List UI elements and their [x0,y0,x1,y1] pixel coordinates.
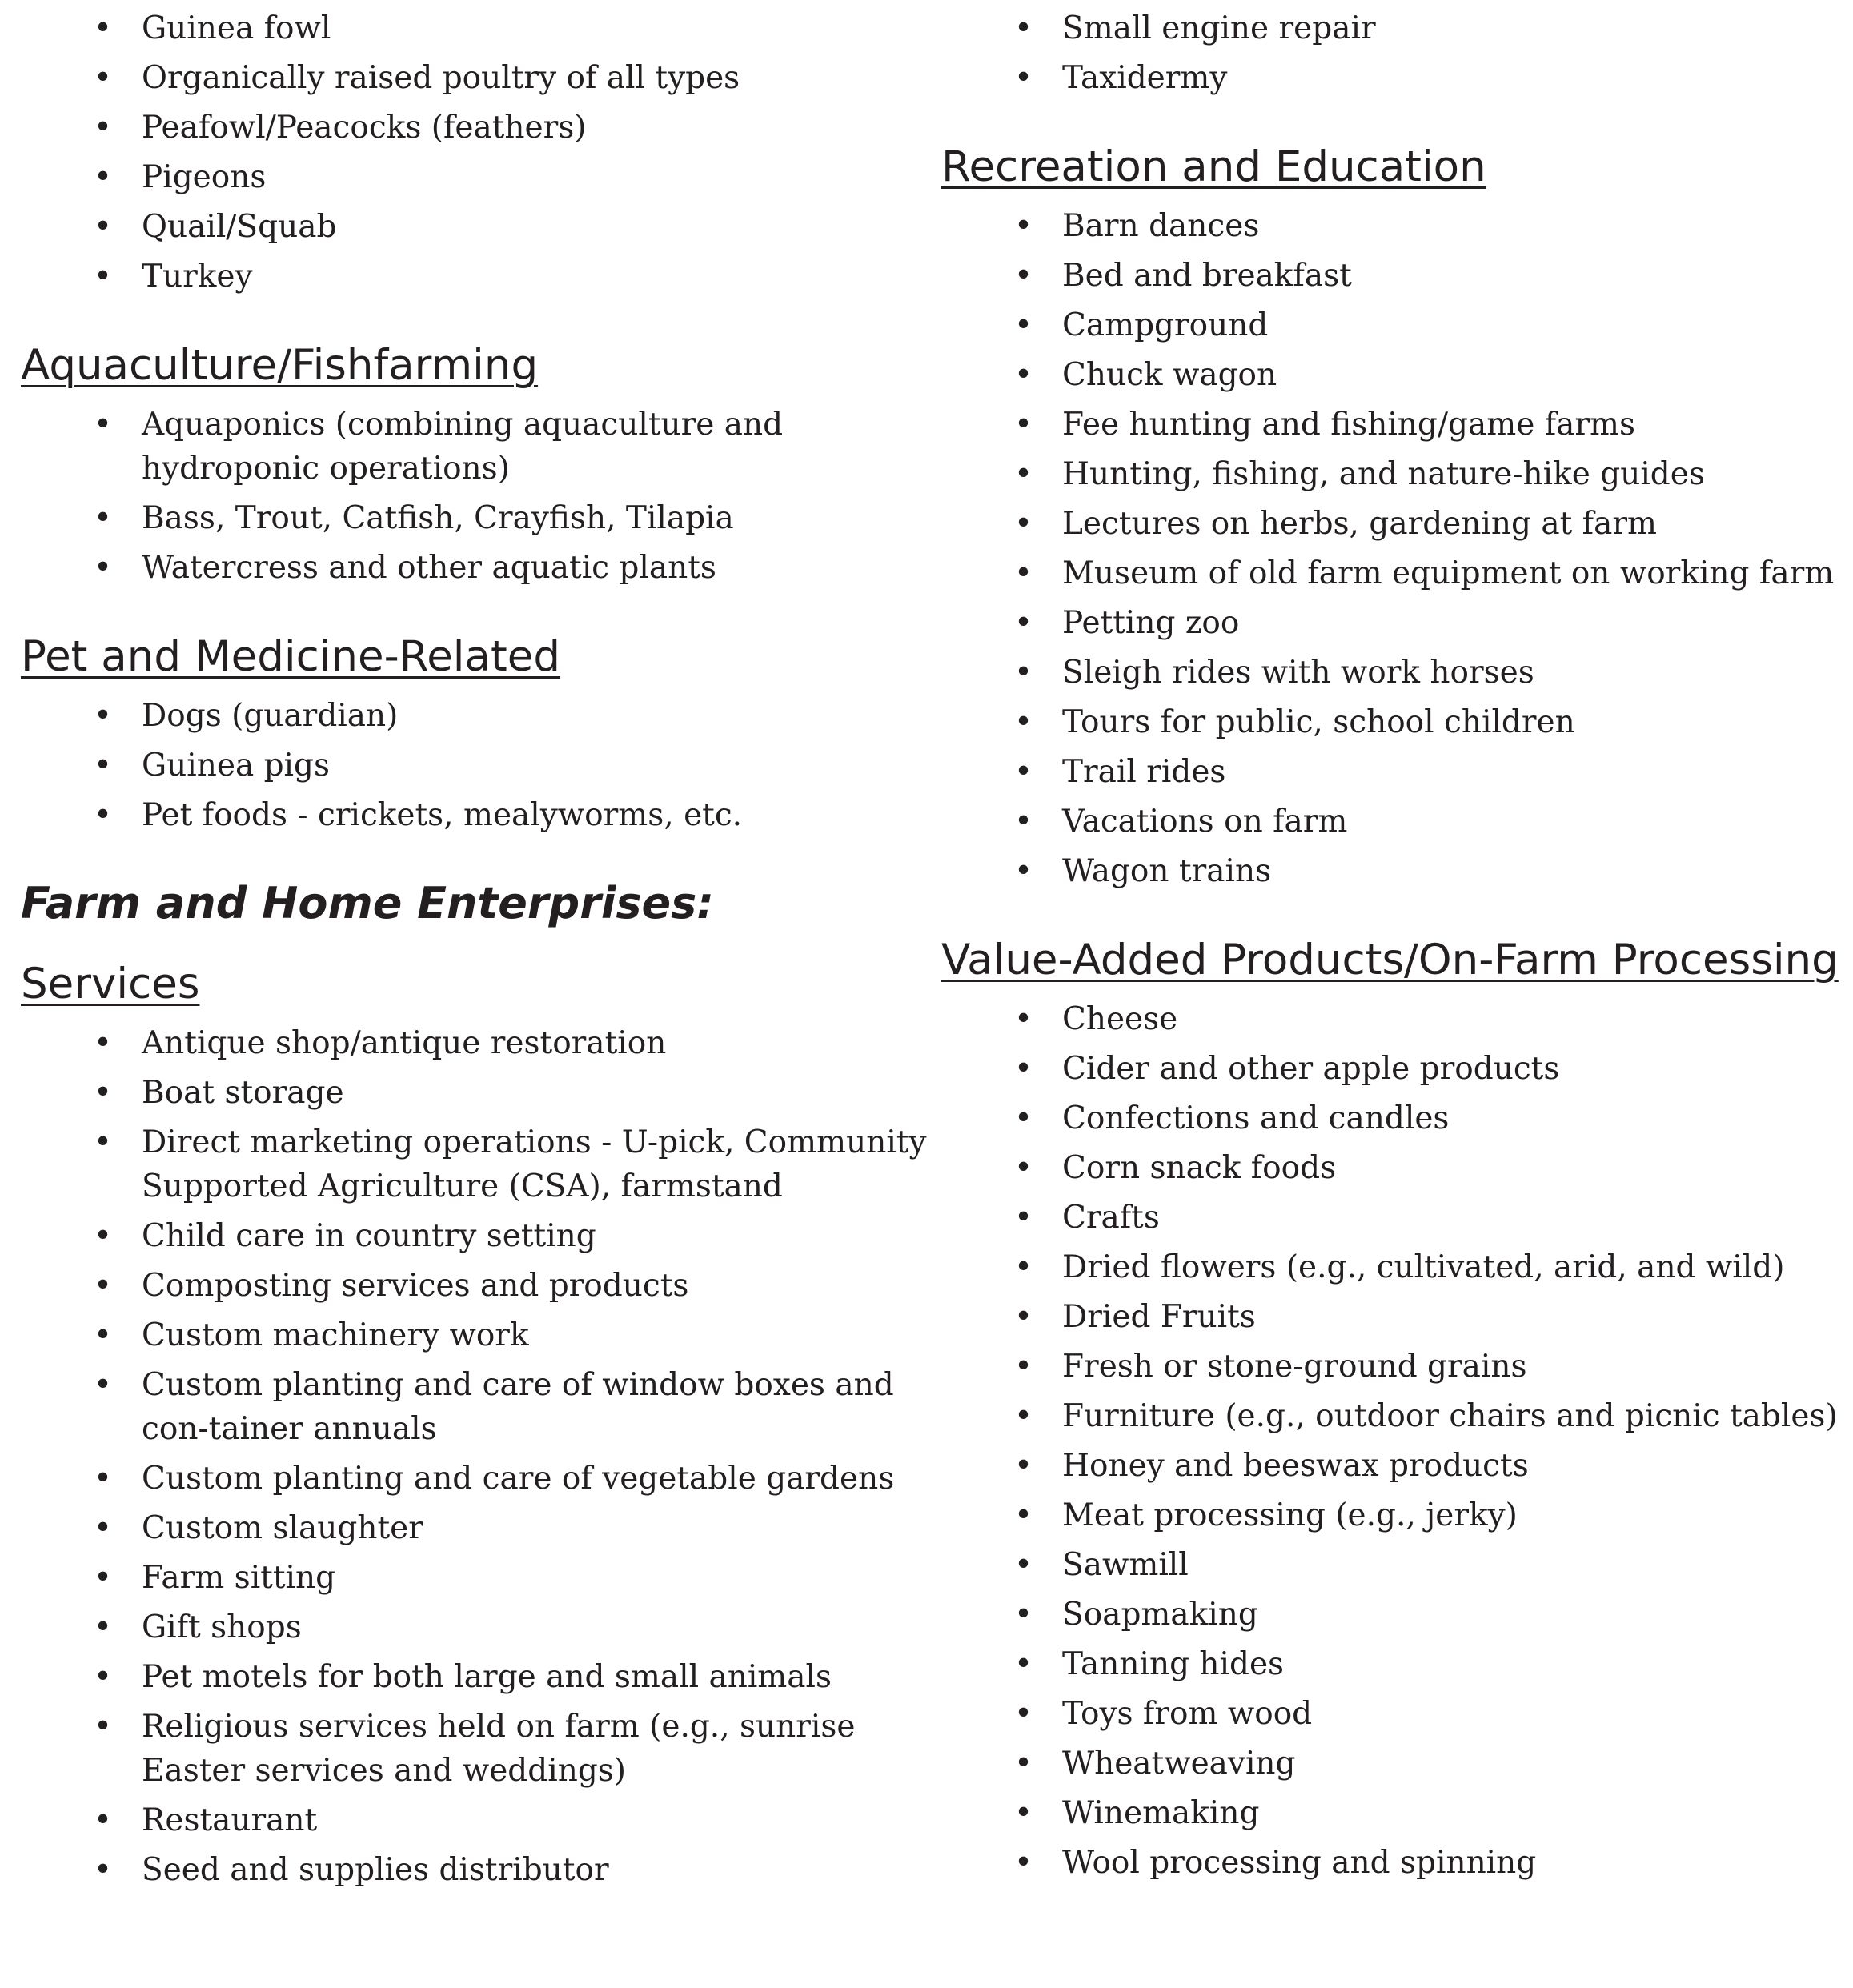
list-item: • Fresh or stone-ground grains [941,1345,1853,1389]
list-item: • Turkey [0,255,929,299]
services-continued-list [941,6,1853,100]
list-item: • Meat processing (e.g., jerky) [941,1493,1853,1537]
list-item: • Quail/Squab [0,205,929,249]
list-item: • Tanning hides [941,1642,1853,1686]
list-item: • Pigeons [0,155,929,199]
list-item: • Toys from wood [941,1692,1853,1736]
list-item: • Aquaponics (combining aquaculture and hydroponic operations) [0,403,929,491]
list-item: • Chuck wagon [941,353,1853,397]
list-item: • Taxidermy [941,56,1853,100]
list-item: • Museum of old farm equipment on working farm [941,551,1853,595]
list-item: • Wool processing and spinning [941,1841,1853,1885]
recreation-heading: Recreation and Education [941,142,1486,191]
list-item: • Crafts [941,1196,1853,1240]
pet-medicine-list [0,694,929,837]
list-item: • Gift shops [0,1605,929,1649]
list-item: • Boat storage [0,1071,929,1115]
list-item: • Fee hunting and fishing/game farms [941,403,1853,447]
list-item: • Wagon trains [941,849,1853,893]
list-item: • Bed and breakfast [941,254,1853,298]
list-item: • Custom planting and care of window boxes and con-tainer annuals [0,1363,929,1451]
list-item: • Cider and other apple products [941,1047,1853,1091]
list-item: • Trail rides [941,750,1853,794]
list-item: • Cheese [941,997,1853,1041]
list-item: • Composting services and products [0,1264,929,1308]
list-item: • Dried flowers (e.g., cultivated, arid, and wild) [941,1245,1853,1289]
list-item: • Confections and candles [941,1096,1853,1140]
services-list [0,1021,929,1892]
list-item: • Wheatweaving [941,1742,1853,1786]
list-item: • Dogs (guardian) [0,694,929,738]
list-item: • Vacations on farm [941,800,1853,844]
list-item: • Hunting, fishing, and nature-hike guides [941,452,1853,496]
list-item: • Restaurant [0,1798,929,1842]
list-item: • Antique shop/antique restoration [0,1021,929,1065]
list-item: • Religious services held on farm (e.g., sunrise Easter services and weddings) [0,1705,929,1793]
list-item: • Bass, Trout, Catfish, Crayfish, Tilapia [0,496,929,540]
list-item: • Winemaking [941,1791,1853,1835]
value-added-list [941,997,1853,1885]
list-item: • Petting zoo [941,601,1853,645]
list-item: • Custom slaughter [0,1506,929,1550]
list-item: • Custom machinery work [0,1313,929,1357]
list-item: • Pet foods - crickets, mealyworms, etc. [0,793,929,837]
list-item: • Pet motels for both large and small animals [0,1655,929,1699]
list-item: • Custom planting and care of vegetable gardens [0,1457,929,1501]
list-item: • Child care in country setting [0,1214,929,1258]
list-item: • Farm sitting [0,1556,929,1600]
list-item: • Organically raised poultry of all types [0,56,929,100]
list-item: • Small engine repair [941,6,1853,50]
aquaculture-list [0,403,929,590]
list-item: • Guinea fowl [0,6,929,50]
list-item: • Tours for public, school children [941,700,1853,744]
list-item: • Honey and beeswax products [941,1444,1853,1488]
services-heading: Services [21,960,200,1008]
list-item: • Campground [941,303,1853,347]
right-column [941,0,1853,1890]
list-item: • Dried Fruits [941,1295,1853,1339]
aquaculture-heading: Aquaculture/Fishfarming [21,341,539,390]
poultry-list [0,6,929,299]
list-item: • Sawmill [941,1543,1853,1587]
list-item: • Soapmaking [941,1593,1853,1637]
list-item: • Lectures on herbs, gardening at farm [941,502,1853,546]
pet-medicine-heading: Pet and Medicine-Related [21,632,561,681]
value-added-heading: Value-Added Products/On-Farm Processing [941,936,1839,984]
list-item: • Watercress and other aquatic plants [0,546,929,590]
recreation-list [941,204,1853,893]
list-item: • Seed and supplies distributor [0,1848,929,1892]
left-column [0,0,929,1898]
enterprises-heading: Farm and Home Enterprises: [21,878,714,928]
list-item: • Barn dances [941,204,1853,248]
list-item: • Sleigh rides with work horses [941,651,1853,695]
list-item: • Peafowl/Peacocks (feathers) [0,106,929,150]
list-item: • Furniture (e.g., outdoor chairs and picnic tables) [941,1394,1853,1438]
list-item: • Guinea pigs [0,743,929,788]
list-item: • Direct marketing operations - U-pick, Community Supported Agriculture (CSA), farmstand [0,1120,929,1208]
list-item: • Corn snack foods [941,1146,1853,1190]
